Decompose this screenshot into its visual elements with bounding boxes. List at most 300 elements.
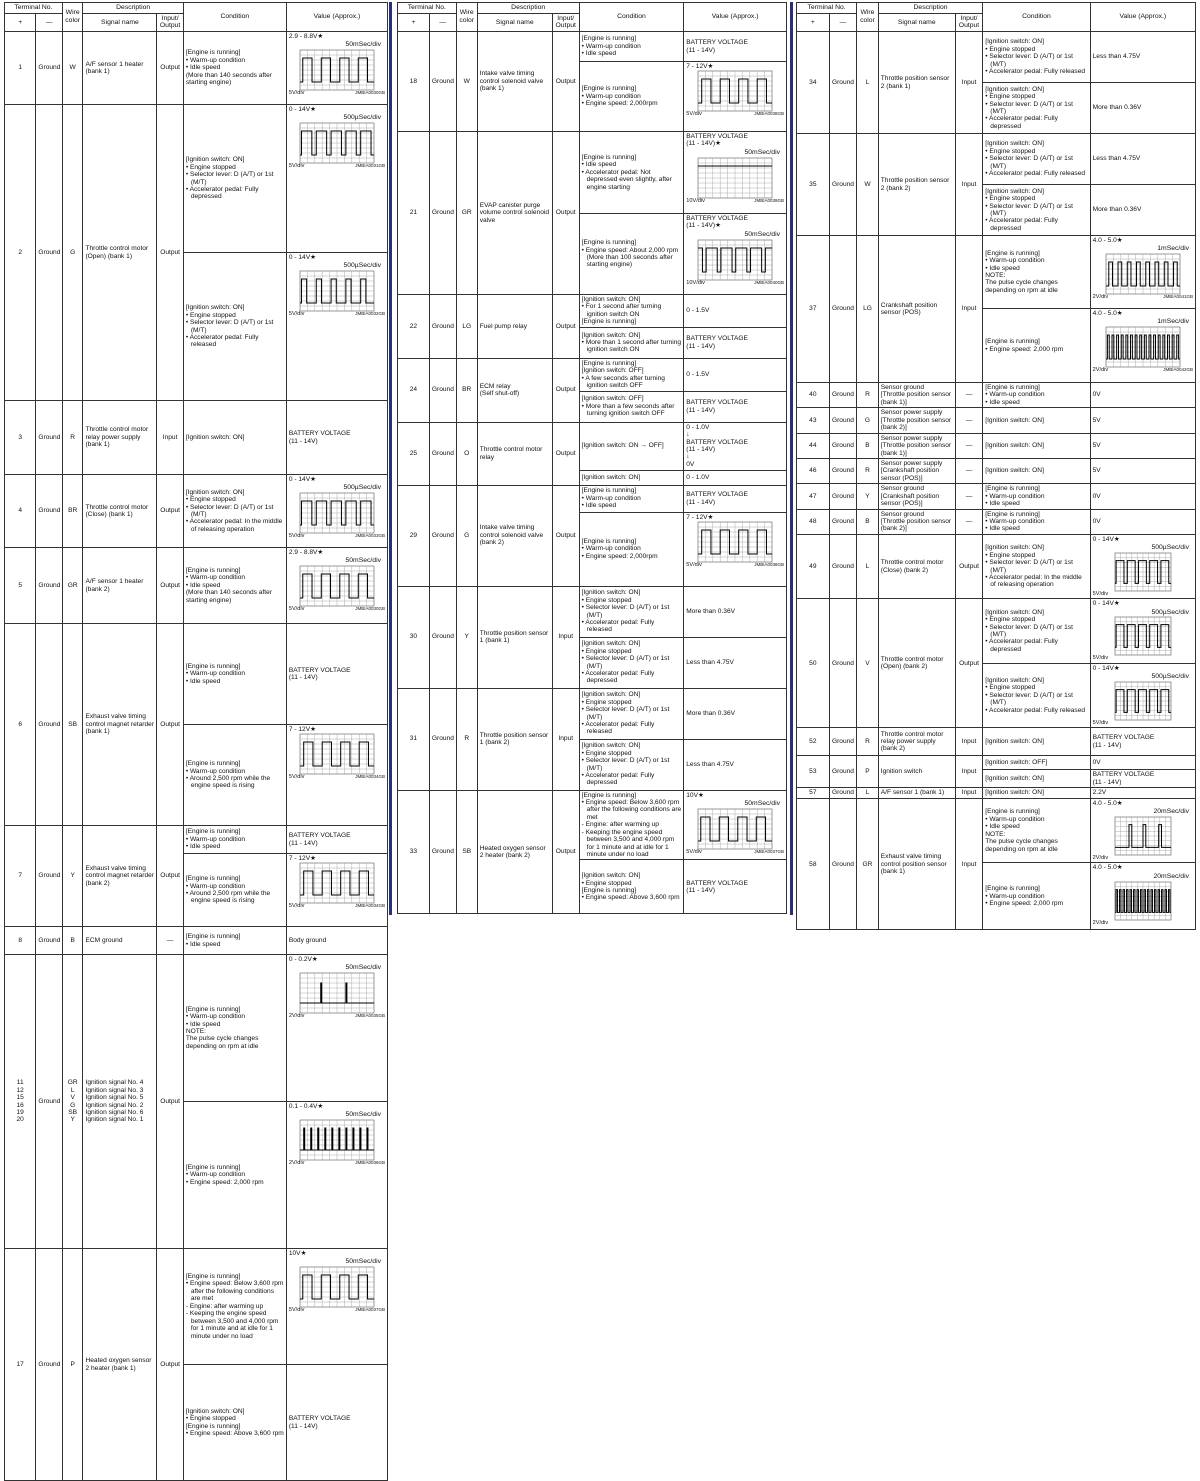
- terminal-plus: 47: [797, 484, 830, 509]
- wire-color: W: [62, 32, 83, 105]
- value-cell: [1090, 433, 1195, 458]
- terminal-minus: Ground: [829, 728, 857, 756]
- wire-color: Y: [857, 484, 879, 509]
- value-text: 0 - 1.0V ↓ BATTERY VOLTAGE (11 - 14V) ↓ 0V: [686, 423, 748, 468]
- value-cell: [1090, 756, 1195, 770]
- condition-cell: [Ignition switch: OFF] • More than a few seconds after turning ignition switch OFF: [579, 391, 684, 422]
- oscilloscope-waveform: [1115, 882, 1171, 920]
- value-text: 4.0 - 5.0★: [1092, 237, 1123, 245]
- table-column-3: [796, 2, 1196, 930]
- io-type: Output: [552, 132, 579, 295]
- signal-name: Throttle position sensor 2 (bank 2): [878, 134, 955, 236]
- signal-name: A/F sensor 1 (bank 1): [878, 788, 955, 799]
- value-header: Value (Approx.): [1090, 3, 1195, 32]
- volt-scale-label: 5V/div: [288, 606, 305, 613]
- io-type: Input: [552, 586, 579, 688]
- value-cell: [684, 295, 787, 328]
- wire-color: R: [456, 688, 477, 790]
- value-text: BATTERY VOLTAGE (11 - 14V)★: [686, 133, 748, 148]
- io-type: Output: [157, 475, 183, 548]
- wire-color: R: [857, 458, 879, 483]
- wire-color: GR: [456, 132, 477, 295]
- column-divider: [790, 2, 793, 915]
- terminal-minus: Ground: [829, 599, 857, 728]
- terminal-plus: 53: [797, 756, 830, 788]
- wire-color: W: [456, 32, 477, 132]
- value-text: 0 - 1.5V: [686, 370, 710, 378]
- value-cell: [286, 1365, 387, 1481]
- value-cell: [286, 854, 387, 927]
- terminal-plus: 34: [797, 32, 830, 134]
- volt-scale-label: 5V/div: [686, 561, 702, 568]
- value-text: 7 - 12V★: [686, 513, 714, 521]
- wire-color: BR: [62, 475, 83, 548]
- condition-cell: [Engine is running] • Idle speed: [183, 927, 286, 955]
- volt-scale-label: 5V/div: [288, 774, 305, 781]
- signal-name: A/F sensor 1 heater (bank 1): [83, 32, 157, 105]
- terminal-plus: 31: [398, 688, 430, 790]
- wire-color: G: [62, 105, 83, 401]
- value-text: BATTERY VOLTAGE (11 - 14V): [686, 39, 748, 54]
- terminal-plus: 29: [398, 485, 430, 586]
- value-cell: [1090, 383, 1195, 408]
- time-scale-label: 1mSec/div: [1157, 318, 1189, 326]
- io-type: Input: [955, 756, 983, 788]
- value-cell: [1090, 663, 1195, 727]
- time-scale-label: 1mSec/div: [1157, 245, 1189, 253]
- signal-name: Throttle control motor relay: [477, 422, 552, 485]
- signal-name: Throttle position sensor 1 (bank 2): [477, 688, 552, 790]
- io-type: Output: [157, 955, 183, 1249]
- io-header: Input/ Output: [552, 13, 579, 31]
- value-text: BATTERY VOLTAGE (11 - 14V): [1092, 734, 1155, 749]
- table-row: [398, 586, 787, 637]
- wire-color-header: Wire color: [857, 3, 879, 32]
- value-text: 0V: [1092, 518, 1101, 526]
- value-text: 7 - 12V★: [288, 726, 317, 734]
- plus-header: +: [398, 13, 430, 31]
- figure-code: JMBIA0035GB: [355, 1013, 385, 1019]
- terminal-minus: Ground: [429, 32, 456, 132]
- value-cell: [1090, 484, 1195, 509]
- oscilloscope-waveform: [698, 809, 772, 849]
- io-header: Input/ Output: [955, 13, 983, 31]
- oscilloscope-waveform: [300, 863, 374, 903]
- terminal-plus: 37: [797, 236, 830, 383]
- value-cell: [1090, 134, 1195, 185]
- value-cell: [1090, 728, 1195, 756]
- terminal-plus: 3: [5, 401, 36, 475]
- value-text: 0V: [1092, 391, 1101, 399]
- terminal-no-header: Terminal No.: [5, 3, 63, 14]
- terminal-minus: Ground: [36, 955, 62, 1249]
- value-text: Less than 4.75V: [686, 658, 734, 666]
- value-text: 0.1 - 0.4V★: [288, 1103, 324, 1111]
- condition-cell: [Engine is running] • Warm-up condition • Idle speed: [983, 509, 1090, 534]
- condition-cell: [Engine is running] • Engine speed: About 2,000 rpm (More than 100 seconds after starting engine): [579, 214, 684, 295]
- volt-scale-label: 10V/div: [686, 197, 705, 204]
- oscilloscope-waveform: [300, 1120, 374, 1160]
- value-text: 0 - 14V★: [1092, 535, 1120, 543]
- signal-name: Ignition signal No. 4 Ignition signal No. 3 Ignition signal No. 5 Ignition signal No. 2 Ignition signal No. 6 Ignition signal No. 1: [83, 955, 157, 1249]
- signal-name: Throttle control motor relay power supply (bank 2): [878, 728, 955, 756]
- table-row: [797, 599, 1196, 663]
- signal-name: Throttle control motor (Open) (bank 2): [878, 599, 955, 728]
- value-cell: [684, 637, 787, 688]
- figure-code: JMBIA0031GB: [355, 163, 385, 169]
- signal-name: Sensor power supply [Throttle position sensor (bank 2)]: [878, 408, 955, 433]
- terminal-plus: 58: [797, 799, 830, 930]
- table-row: [797, 32, 1196, 83]
- plus-header: +: [797, 13, 830, 31]
- wire-color: LG: [456, 295, 477, 359]
- value-cell: [286, 1102, 387, 1249]
- condition-cell: [Ignition switch: ON]: [983, 408, 1090, 433]
- figure-code: JMBIA0033GB: [355, 533, 385, 539]
- table-row: [5, 401, 388, 475]
- value-cell: [1090, 408, 1195, 433]
- figure-code: JMBIA0030GB: [355, 90, 385, 96]
- condition-cell: [Ignition switch: ON] • Engine stopped • Selector lever: D (A/T) or 1st (M/T) • Accelerator pedal: Fully released: [983, 134, 1090, 185]
- volt-scale-label: 2V/div: [1092, 367, 1109, 374]
- terminal-no-header: Terminal No.: [398, 3, 457, 14]
- value-text: 0 - 14V★: [288, 476, 317, 484]
- signal-name: Throttle position sensor 2 (bank 1): [878, 32, 955, 134]
- volt-scale-label: 5V/div: [288, 163, 305, 170]
- terminal-minus: Ground: [829, 236, 857, 383]
- figure-code: JMBIA0032GB: [355, 311, 385, 317]
- figure-code: JMBIA0034GB: [355, 774, 385, 780]
- table-row: [5, 927, 388, 955]
- io-type: —: [955, 458, 983, 483]
- table-row: [5, 826, 388, 854]
- wire-color: L: [857, 32, 879, 134]
- condition-cell: [Engine is running] • Warm-up condition • Around 2,500 rpm while the engine speed is rising: [183, 854, 286, 927]
- value-text: BATTERY VOLTAGE (11 - 14V): [686, 399, 748, 414]
- terminal-plus: 21: [398, 132, 430, 295]
- terminal-minus: Ground: [36, 1249, 62, 1481]
- terminal-plus: 48: [797, 509, 830, 534]
- signal-name: A/F sensor 1 heater (bank 2): [83, 548, 157, 624]
- condition-cell: [Ignition switch: ON] • More than 1 second after turning ignition switch ON: [579, 327, 684, 358]
- io-type: Output: [157, 32, 183, 105]
- terminal-minus: Ground: [36, 401, 62, 475]
- io-type: Output: [552, 358, 579, 422]
- io-type: —: [157, 927, 183, 955]
- signal-name: Sensor power supply [Crankshaft position sensor (POS)]: [878, 458, 955, 483]
- terminal-minus: Ground: [829, 134, 857, 236]
- condition-cell: [Ignition switch: ON] • Engine stopped • Selector lever: D (A/T) or 1st (M/T) • Accelerator pedal: Fully released: [983, 663, 1090, 727]
- value-cell: [1090, 863, 1195, 930]
- time-scale-label: 500µSec/div: [343, 262, 381, 270]
- terminal-minus: Ground: [429, 358, 456, 422]
- condition-cell: [Engine is running] • Warm-up condition • Idle speed NOTE: The pulse cycle changes depending on rpm at idle: [983, 236, 1090, 309]
- condition-cell: [Engine is running] • Warm-up condition • Idle speed: [983, 383, 1090, 408]
- signal-name: Exhaust valve timing control magnet retarder (bank 1): [83, 624, 157, 826]
- value-text: BATTERY VOLTAGE (11 - 14V): [288, 832, 351, 847]
- signal-name: Heated oxygen sensor 2 heater (bank 1): [83, 1249, 157, 1481]
- condition-cell: [Engine is running] • Warm-up condition • Idle speed NOTE: The pulse cycle changes depending on rpm at idle: [183, 955, 286, 1102]
- condition-header: Condition: [183, 3, 286, 32]
- wire-color-header: Wire color: [62, 3, 83, 32]
- condition-cell: [Ignition switch: ON]: [983, 433, 1090, 458]
- value-text: BATTERY VOLTAGE (11 - 14V): [686, 335, 748, 350]
- condition-cell: [Ignition switch: ON → OFF]: [579, 422, 684, 470]
- value-cell: [286, 927, 387, 955]
- figure-code: JMBIA0036GB: [355, 1160, 385, 1166]
- value-text: 0 - 0.2V★: [288, 956, 318, 964]
- time-scale-label: 50mSec/div: [345, 557, 381, 565]
- table-column-1: [4, 2, 388, 1437]
- value-cell: [286, 401, 387, 475]
- io-type: —: [955, 433, 983, 458]
- signal-name-header: Signal name: [477, 13, 552, 31]
- table-row: [797, 788, 1196, 799]
- condition-cell: [Ignition switch: ON] • Engine stopped • Selector lever: D (A/T) or 1st (M/T) • Accelerator pedal: Fully depressed: [579, 637, 684, 688]
- time-scale-label: 500µSec/div: [1151, 608, 1189, 616]
- signal-name: Throttle control motor (Close) (bank 1): [83, 475, 157, 548]
- value-header: Value (Approx.): [286, 3, 387, 32]
- signal-name-header: Signal name: [878, 13, 955, 31]
- condition-cell: [Engine is running] • Warm-up condition • Around 2,500 rpm while the engine speed is rising: [183, 725, 286, 826]
- oscilloscope-waveform: [1115, 817, 1171, 855]
- table-row: [797, 433, 1196, 458]
- value-cell: [1090, 309, 1195, 383]
- condition-cell: [Engine is running] • Warm-up condition • Idle speed: [183, 624, 286, 725]
- condition-cell: [Engine is running] • Warm-up condition • Idle speed: [579, 32, 684, 62]
- oscilloscope-waveform: [698, 240, 772, 280]
- terminal-minus: Ground: [829, 458, 857, 483]
- condition-cell: [Ignition switch: ON] • Engine stopped • Selector lever: D (A/T) or 1st (M/T) • Accelerator pedal: Fully released: [579, 688, 684, 739]
- io-type: —: [955, 383, 983, 408]
- oscilloscope-waveform: [300, 271, 374, 311]
- table-row: [398, 32, 787, 62]
- description-header: Description: [878, 3, 983, 14]
- io-type: Input: [955, 799, 983, 930]
- io-type: Input: [955, 728, 983, 756]
- wire-color: LG: [857, 236, 879, 383]
- figure-code: JMBIA0034GB: [355, 903, 385, 909]
- value-cell: [684, 358, 787, 391]
- value-text: 2.9 - 8.8V★: [288, 33, 324, 41]
- value-cell: [1090, 788, 1195, 799]
- terminal-plus: 52: [797, 728, 830, 756]
- value-cell: [684, 132, 787, 214]
- signal-name: Exhaust valve timing control position sensor (bank 1): [878, 799, 955, 930]
- minus-header: —: [36, 13, 62, 31]
- wire-color: R: [857, 728, 879, 756]
- value-text: BATTERY VOLTAGE (11 - 14V): [288, 430, 351, 445]
- table-row: [797, 134, 1196, 185]
- table-row: [398, 132, 787, 214]
- time-scale-label: 500µSec/div: [343, 114, 381, 122]
- value-text: More than 0.36V: [686, 607, 736, 615]
- wire-color: O: [456, 422, 477, 485]
- figure-code: JMBIA0040GB: [754, 279, 784, 285]
- value-cell: [286, 624, 387, 725]
- oscilloscope-waveform: [300, 493, 374, 533]
- value-text: More than 0.36V: [1092, 206, 1142, 214]
- value-text: 4.0 - 5.0★: [1092, 310, 1123, 318]
- oscilloscope-waveform: [698, 522, 772, 562]
- table-row: [797, 534, 1196, 598]
- value-cell: [684, 860, 787, 914]
- value-text: 0V: [1092, 492, 1101, 500]
- io-type: Input: [955, 134, 983, 236]
- wire-color: SB: [456, 790, 477, 914]
- value-text: 0 - 14V★: [1092, 664, 1120, 672]
- wire-color: GR: [62, 548, 83, 624]
- io-type: Input: [955, 788, 983, 799]
- terminal-plus: 33: [398, 790, 430, 914]
- value-header: Value (Approx.): [684, 3, 787, 32]
- signal-name: Fuel pump relay: [477, 295, 552, 359]
- table-row: [398, 295, 787, 328]
- volt-scale-label: 2V/div: [1092, 919, 1109, 926]
- table-row: [398, 790, 787, 860]
- wire-color: V: [857, 599, 879, 728]
- value-cell: [684, 586, 787, 637]
- volt-scale-label: 2V/div: [1092, 294, 1109, 301]
- terminal-minus: Ground: [429, 688, 456, 790]
- terminal-table: [397, 2, 787, 914]
- value-text: 7 - 12V★: [686, 63, 714, 71]
- value-cell: [684, 688, 787, 739]
- time-scale-label: 50mSec/div: [744, 148, 780, 156]
- table-row: [5, 548, 388, 624]
- value-text: 10V★: [686, 791, 704, 799]
- terminal-table: [796, 2, 1196, 930]
- terminal-plus: 43: [797, 408, 830, 433]
- volt-scale-label: 10V/div: [686, 279, 705, 286]
- oscilloscope-waveform: [300, 973, 374, 1013]
- value-cell: [684, 790, 787, 860]
- condition-cell: [Ignition switch: ON] • Engine stopped • Selector lever: D (A/T) or 1st (M/T) • Accelerator pedal: Fully depressed: [983, 185, 1090, 236]
- value-cell: [286, 253, 387, 401]
- terminal-minus: Ground: [429, 586, 456, 688]
- value-cell: [286, 1249, 387, 1365]
- condition-cell: [Ignition switch: ON] • Engine stopped • Selector lever: D (A/T) or 1st (M/T) • Accelerator pedal: Fully released: [983, 32, 1090, 83]
- io-type: Output: [552, 485, 579, 586]
- time-scale-label: 50mSec/div: [744, 799, 780, 807]
- volt-scale-label: 5V/div: [288, 903, 305, 910]
- wire-color: Y: [62, 826, 83, 927]
- condition-header: Condition: [983, 3, 1090, 32]
- wire-color-header: Wire color: [456, 3, 477, 32]
- terminal-minus: Ground: [829, 509, 857, 534]
- wire-color: B: [857, 433, 879, 458]
- terminal-plus: 18: [398, 32, 430, 132]
- terminal-minus: Ground: [829, 484, 857, 509]
- terminal-plus: 46: [797, 458, 830, 483]
- value-text: More than 0.36V: [686, 709, 736, 717]
- signal-name: ECM relay (Self shut-off): [477, 358, 552, 422]
- condition-cell: [Ignition switch: ON]: [183, 401, 286, 475]
- condition-header: Condition: [579, 3, 684, 32]
- oscilloscope-waveform: [1115, 617, 1171, 655]
- table-row: [5, 624, 388, 725]
- condition-cell: [Engine is running] • Warm-up condition • Idle speed (More than 140 seconds after starting engine): [183, 548, 286, 624]
- wire-color: G: [857, 408, 879, 433]
- terminal-table: [4, 2, 388, 1481]
- table-row: [797, 728, 1196, 756]
- io-type: Output: [157, 1249, 183, 1481]
- value-text: 5V: [1092, 442, 1101, 450]
- condition-cell: [Engine is running] • Warm-up condition • Engine speed: 2,000rpm: [579, 512, 684, 586]
- volt-scale-label: 5V/div: [1092, 655, 1109, 662]
- io-type: Output: [552, 422, 579, 485]
- value-cell: [684, 62, 787, 132]
- table-row: [797, 484, 1196, 509]
- oscilloscope-waveform: [698, 71, 772, 111]
- value-cell: [286, 475, 387, 548]
- figure-code: JMBIA0037GB: [355, 1307, 385, 1313]
- minus-header: —: [829, 13, 857, 31]
- volt-scale-label: 5V/div: [288, 311, 305, 318]
- value-cell: [1090, 799, 1195, 863]
- value-cell: [684, 214, 787, 295]
- terminal-plus: 17: [5, 1249, 36, 1481]
- value-text: BATTERY VOLTAGE (11 - 14V): [686, 879, 748, 894]
- volt-scale-label: 2V/div: [288, 1160, 305, 1167]
- value-cell: [1090, 599, 1195, 663]
- minus-header: —: [429, 13, 456, 31]
- value-text: Less than 4.75V: [1092, 155, 1141, 163]
- terminal-plus: 22: [398, 295, 430, 359]
- value-cell: [684, 512, 787, 586]
- value-text: 5V: [1092, 416, 1101, 424]
- signal-name-header: Signal name: [83, 13, 157, 31]
- value-cell: [1090, 770, 1195, 788]
- table-row: [5, 1249, 388, 1365]
- figure-code: JMBIA0038GB: [754, 111, 784, 117]
- terminal-minus: Ground: [829, 756, 857, 788]
- oscilloscope-waveform: [300, 50, 374, 90]
- condition-cell: [Engine is running] • Engine speed: Below 3,600 rpm after the following conditions are met - Engine: after warming up - Keeping the engine speed between 3,500 and 4,000 rpm for 1 minute and at idle for 1 minute under no load: [183, 1249, 286, 1365]
- signal-name: Sensor power supply [Throttle position sensor (bank 1)]: [878, 433, 955, 458]
- value-text: 5V: [1092, 467, 1101, 475]
- figure-code: JMBIA0038GB: [754, 561, 784, 567]
- io-type: Output: [552, 32, 579, 132]
- terminal-minus: Ground: [829, 799, 857, 930]
- table-row: [797, 458, 1196, 483]
- io-type: Output: [157, 105, 183, 401]
- value-text: BATTERY VOLTAGE (11 - 14V): [288, 666, 351, 682]
- volt-scale-label: 5V/div: [288, 90, 305, 97]
- oscilloscope-waveform: [1115, 553, 1171, 591]
- signal-name: ECM ground: [83, 927, 157, 955]
- terminal-plus: 11 12 15 16 19 20: [5, 955, 36, 1249]
- wire-color: P: [857, 756, 879, 788]
- time-scale-label: 50mSec/div: [345, 1258, 381, 1266]
- condition-cell: [Ignition switch: ON] • Engine stopped • Selector lever: D (A/T) or 1st (M/T) • Accelerator pedal: In the middle of releasing operation: [183, 475, 286, 548]
- terminal-plus: 6: [5, 624, 36, 826]
- table-row: [398, 688, 787, 739]
- wire-color: Y: [456, 586, 477, 688]
- io-type: Output: [955, 534, 983, 598]
- condition-cell: [Engine is running] • Warm-up condition • Idle speed (More than 140 seconds after starting engine): [183, 32, 286, 105]
- time-scale-label: 50mSec/div: [744, 230, 780, 238]
- condition-cell: [Engine is running] [Ignition switch: OFF] • A few seconds after turning ignition switch OFF: [579, 358, 684, 391]
- condition-cell: [Ignition switch: ON] • Engine stopped • Selector lever: D (A/T) or 1st (M/T) • Accelerator pedal: Fully depressed: [579, 739, 684, 790]
- terminal-plus: 30: [398, 586, 430, 688]
- table-row: [797, 383, 1196, 408]
- terminal-plus: 50: [797, 599, 830, 728]
- condition-cell: [Engine is running] • Warm-up condition • Idle speed: [983, 484, 1090, 509]
- oscilloscope-waveform: [300, 1267, 374, 1307]
- wire-color: L: [857, 534, 879, 598]
- table-column-2: [397, 2, 787, 915]
